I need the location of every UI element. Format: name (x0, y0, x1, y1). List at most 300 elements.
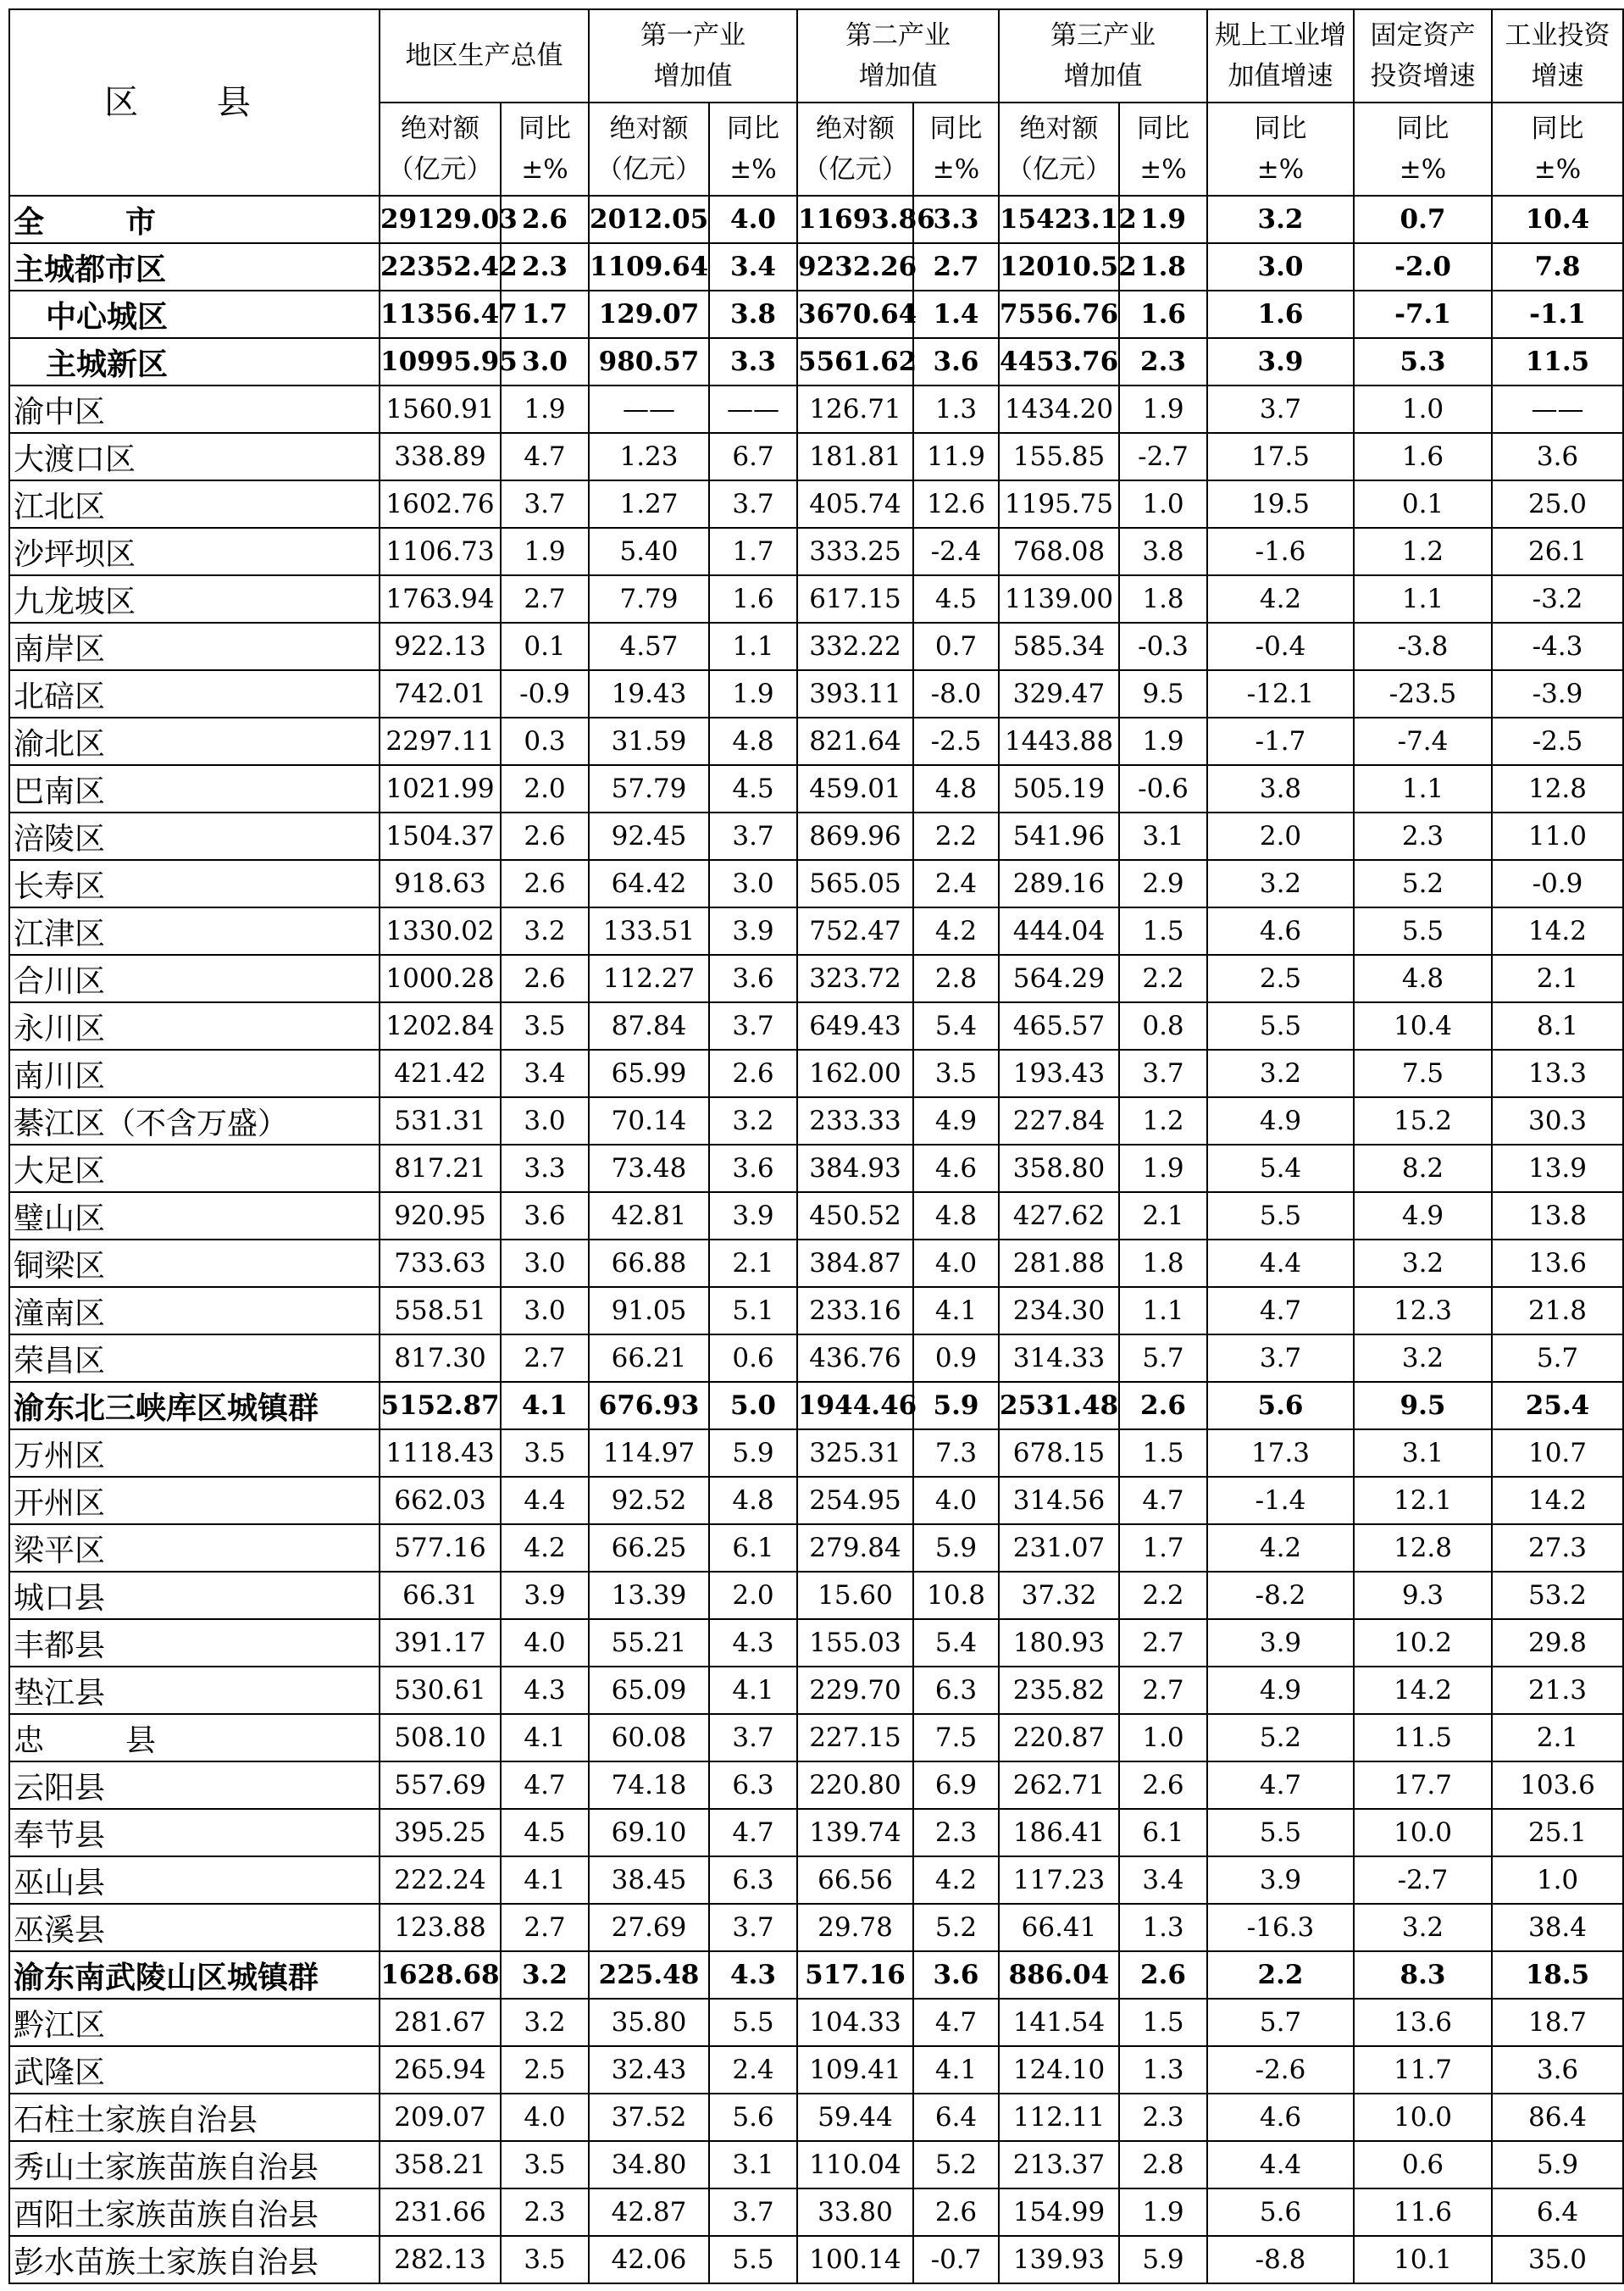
value-cell: 662.03 (380, 1477, 501, 1524)
value-cell: 1.6 (1119, 291, 1207, 338)
fixed-asset-header (1354, 9, 1492, 103)
value-cell: 5.9 (913, 1524, 999, 1572)
value-cell: 2.7 (501, 1904, 589, 1951)
value-cell: 7.5 (1354, 1050, 1492, 1097)
value-cell: 3.4 (501, 1050, 589, 1097)
value-cell: 3.9 (1207, 1619, 1354, 1667)
value-cell: 4.2 (913, 1856, 999, 1904)
value-cell: -0.3 (1119, 623, 1207, 670)
value-cell: 1.9 (501, 528, 589, 575)
value-cell: 18.7 (1492, 1999, 1623, 2046)
primary-header (589, 9, 797, 103)
district-name-cell: 垫江县 (9, 1667, 380, 1714)
yoy-header (1119, 103, 1207, 196)
value-cell: 2.2 (913, 813, 999, 860)
value-cell: 391.17 (380, 1619, 501, 1667)
value-cell: 3.2 (501, 1951, 589, 1999)
value-cell: 4.4 (501, 1477, 589, 1524)
value-cell: 66.25 (589, 1524, 709, 1572)
abs-header (380, 103, 501, 196)
value-cell: 225.48 (589, 1951, 709, 1999)
value-cell: 4.8 (709, 718, 797, 765)
value-cell: 3.8 (1119, 528, 1207, 575)
value-cell: 22352.42 (380, 243, 501, 291)
value-cell: 3.2 (501, 907, 589, 955)
district-name-cell: 北碚区 (9, 670, 380, 718)
value-cell: 2.9 (1119, 860, 1207, 907)
gdp-header-text: 地区生产总值 (405, 41, 563, 71)
value-cell: 13.6 (1492, 1240, 1623, 1287)
value-cell: 3.5 (501, 2236, 589, 2283)
value-cell: 57.79 (589, 765, 709, 813)
value-cell: 4.9 (1207, 1667, 1354, 1714)
yoy-header-text: 同比 ±% (1137, 114, 1189, 185)
value-cell: 577.16 (380, 1524, 501, 1572)
value-cell: 7.5 (913, 1714, 999, 1761)
district-name-cell: 主城新区 (9, 338, 380, 386)
value-cell: 11.6 (1354, 2188, 1492, 2236)
value-cell: 10.0 (1354, 1809, 1492, 1856)
value-cell: 2.0 (1207, 813, 1354, 860)
district-name-cell: 铜梁区 (9, 1240, 380, 1287)
value-cell: 5.5 (709, 1999, 797, 2046)
value-cell: 6.3 (709, 1856, 797, 1904)
value-cell: 4.0 (913, 1240, 999, 1287)
value-cell: 1.3 (913, 386, 999, 433)
value-cell: 5.2 (913, 1904, 999, 1951)
value-cell: 14.2 (1354, 1667, 1492, 1714)
value-cell: 1000.28 (380, 955, 501, 1002)
value-cell: 1021.99 (380, 765, 501, 813)
value-cell: 444.04 (999, 907, 1119, 955)
value-cell: 3.1 (1354, 1429, 1492, 1477)
value-cell: 3.8 (709, 291, 797, 338)
value-cell: 7.3 (913, 1429, 999, 1477)
district-name-cell: 九龙坡区 (9, 575, 380, 623)
value-cell: 117.23 (999, 1856, 1119, 1904)
value-cell: 8.1 (1492, 1002, 1623, 1050)
value-cell: 2.6 (501, 955, 589, 1002)
value-cell: 103.6 (1492, 1761, 1623, 1809)
value-cell: 3.7 (709, 2188, 797, 2236)
value-cell: 2.3 (1119, 338, 1207, 386)
value-cell: 4453.76 (999, 338, 1119, 386)
value-cell: 3.6 (1492, 2046, 1623, 2094)
value-cell: 1.3 (1119, 1904, 1207, 1951)
value-cell: -8.8 (1207, 2236, 1354, 2283)
value-cell: 10.4 (1354, 1002, 1492, 1050)
value-cell: 5.0 (709, 1382, 797, 1429)
value-cell: 64.42 (589, 860, 709, 907)
value-cell: 4.8 (913, 765, 999, 813)
value-cell: 37.52 (589, 2094, 709, 2141)
district-name-cell: 忠 县 (9, 1714, 380, 1761)
table-row (9, 1619, 1623, 1667)
value-cell: 314.56 (999, 1477, 1119, 1524)
table-row (9, 1334, 1623, 1382)
value-cell: 60.08 (589, 1714, 709, 1761)
value-cell: 279.84 (797, 1524, 913, 1572)
value-cell: 3.9 (709, 1192, 797, 1240)
value-cell: 530.61 (380, 1667, 501, 1714)
value-cell: -0.9 (1492, 860, 1623, 907)
value-cell: 66.41 (999, 1904, 1119, 1951)
value-cell: 2.4 (709, 2046, 797, 2094)
table-row (9, 480, 1623, 528)
value-cell: 11.9 (913, 433, 999, 480)
value-cell: 2.3 (501, 243, 589, 291)
value-cell: 4.1 (501, 1856, 589, 1904)
value-cell: 1.1 (1354, 765, 1492, 813)
value-cell: 0.9 (913, 1334, 999, 1382)
value-cell: 752.47 (797, 907, 913, 955)
value-cell: 325.31 (797, 1429, 913, 1477)
value-cell: 678.15 (999, 1429, 1119, 1477)
district-name-cell: 酉阳土家族苗族自治县 (9, 2188, 380, 2236)
value-cell: 2.1 (1492, 955, 1623, 1002)
value-cell: 3.6 (913, 338, 999, 386)
value-cell: 3.6 (709, 1145, 797, 1192)
tertiary-header-text: 第三产业 增加值 (1050, 20, 1156, 92)
value-cell: 4.0 (913, 1477, 999, 1524)
value-cell: 5.5 (1354, 907, 1492, 955)
value-cell: 2531.48 (999, 1382, 1119, 1429)
value-cell: 1602.76 (380, 480, 501, 528)
value-cell: 7556.76 (999, 291, 1119, 338)
value-cell: 4.7 (709, 1809, 797, 1856)
value-cell: 508.10 (380, 1714, 501, 1761)
value-cell: 3.2 (501, 1999, 589, 2046)
value-cell: 1.0 (1492, 1856, 1623, 1904)
value-cell: 5152.87 (380, 1382, 501, 1429)
table-row (9, 243, 1623, 291)
value-cell: 5.7 (1492, 1334, 1623, 1382)
table-row (9, 1192, 1623, 1240)
table-row (9, 1429, 1623, 1477)
value-cell: 3.7 (709, 1904, 797, 1951)
value-cell: 12.6 (913, 480, 999, 528)
value-cell: 1.7 (501, 291, 589, 338)
table-row (9, 955, 1623, 1002)
value-cell: 92.52 (589, 1477, 709, 1524)
district-name-cell: 开州区 (9, 1477, 380, 1524)
value-cell: 4.7 (501, 1761, 589, 1809)
value-cell: 1118.43 (380, 1429, 501, 1477)
value-cell: 6.7 (709, 433, 797, 480)
district-name-cell: 长寿区 (9, 860, 380, 907)
value-cell: 3.7 (501, 480, 589, 528)
value-cell: 114.97 (589, 1429, 709, 1477)
table-row (9, 1240, 1623, 1287)
value-cell: 2.6 (1119, 1761, 1207, 1809)
value-cell: 25.0 (1492, 480, 1623, 528)
value-cell: 229.70 (797, 1667, 913, 1714)
value-cell: 1330.02 (380, 907, 501, 955)
value-cell: 2.1 (1119, 1192, 1207, 1240)
value-cell: 21.8 (1492, 1287, 1623, 1334)
value-cell: 110.04 (797, 2141, 913, 2188)
value-cell: 4.8 (913, 1192, 999, 1240)
value-cell: 3.2 (1207, 860, 1354, 907)
table-row (9, 575, 1623, 623)
value-cell: 1.1 (1354, 575, 1492, 623)
value-cell: 980.57 (589, 338, 709, 386)
district-name-cell: 奉节县 (9, 1809, 380, 1856)
industry-growth-header-text: 规上工业增 加值增速 (1215, 20, 1346, 92)
value-cell: 220.87 (999, 1714, 1119, 1761)
value-cell: 33.80 (797, 2188, 913, 2236)
value-cell: 42.81 (589, 1192, 709, 1240)
value-cell: 2.5 (1207, 955, 1354, 1002)
value-cell: 262.71 (999, 1761, 1119, 1809)
value-cell: 66.31 (380, 1572, 501, 1619)
value-cell: 4.6 (913, 1145, 999, 1192)
value-cell: 162.00 (797, 1050, 913, 1097)
secondary-header-text: 第二产业 增加值 (845, 20, 951, 92)
value-cell: 384.87 (797, 1240, 913, 1287)
value-cell: -1.6 (1207, 528, 1354, 575)
district-name-cell: 主城都市区 (9, 243, 380, 291)
value-cell: 14.2 (1492, 907, 1623, 955)
table-row (9, 1999, 1623, 2046)
value-cell: -1.1 (1492, 291, 1623, 338)
value-cell: 2.3 (501, 2188, 589, 2236)
value-cell: 66.56 (797, 1856, 913, 1904)
district-name-cell: 沙坪坝区 (9, 528, 380, 575)
value-cell: 0.7 (913, 623, 999, 670)
value-cell: 358.21 (380, 2141, 501, 2188)
value-cell: 233.33 (797, 1097, 913, 1145)
table-row (9, 1477, 1623, 1524)
value-cell: 15.2 (1354, 1097, 1492, 1145)
value-cell: 742.01 (380, 670, 501, 718)
yoy-header-text: 同比 ±% (1254, 114, 1307, 185)
value-cell: 4.4 (1207, 2141, 1354, 2188)
value-cell: 53.2 (1492, 1572, 1623, 1619)
value-cell: 5.7 (1119, 1334, 1207, 1382)
value-cell: 13.9 (1492, 1145, 1623, 1192)
value-cell: 3.4 (709, 243, 797, 291)
value-cell: 4.4 (1207, 1240, 1354, 1287)
value-cell: 11356.47 (380, 291, 501, 338)
district-name-cell: 江津区 (9, 907, 380, 955)
value-cell: 29.8 (1492, 1619, 1623, 1667)
value-cell: -0.4 (1207, 623, 1354, 670)
value-cell: -8.0 (913, 670, 999, 718)
table-row (9, 1002, 1623, 1050)
value-cell: 42.06 (589, 2236, 709, 2283)
value-cell: 2.0 (501, 765, 589, 813)
value-cell: 3.2 (1207, 1050, 1354, 1097)
value-cell: 768.08 (999, 528, 1119, 575)
value-cell: 886.04 (999, 1951, 1119, 1999)
value-cell: 1.0 (1354, 386, 1492, 433)
district-name-cell: 南川区 (9, 1050, 380, 1097)
value-cell: 6.1 (709, 1524, 797, 1572)
value-cell: 6.3 (709, 1761, 797, 1809)
value-cell: 4.5 (913, 575, 999, 623)
value-cell: 323.72 (797, 955, 913, 1002)
value-cell: 4.5 (709, 765, 797, 813)
value-cell: 29.78 (797, 1904, 913, 1951)
value-cell: —— (1492, 386, 1623, 433)
value-cell: 15423.12 (999, 196, 1119, 243)
value-cell: 2.2 (1207, 1951, 1354, 1999)
value-cell: 74.18 (589, 1761, 709, 1809)
value-cell: 5.9 (913, 1382, 999, 1429)
value-cell: 922.13 (380, 623, 501, 670)
value-cell: 3.2 (1354, 1334, 1492, 1382)
value-cell: 38.4 (1492, 1904, 1623, 1951)
value-cell: 3.9 (501, 1572, 589, 1619)
value-cell: 133.51 (589, 907, 709, 955)
value-cell: 558.51 (380, 1287, 501, 1334)
table-row (9, 860, 1623, 907)
value-cell: 213.37 (999, 2141, 1119, 2188)
table-row (9, 813, 1623, 860)
value-cell: 38.45 (589, 1856, 709, 1904)
value-cell: -2.7 (1354, 1856, 1492, 1904)
value-cell: 3.1 (709, 2141, 797, 2188)
value-cell: 1560.91 (380, 386, 501, 433)
value-cell: 12010.52 (999, 243, 1119, 291)
value-cell: 3.8 (1207, 765, 1354, 813)
value-cell: 1504.37 (380, 813, 501, 860)
value-cell: 465.57 (999, 1002, 1119, 1050)
value-cell: 5.40 (589, 528, 709, 575)
value-cell: 4.9 (1207, 1097, 1354, 1145)
district-column-header: 区 县 (9, 9, 380, 196)
value-cell: 59.44 (797, 2094, 913, 2141)
value-cell: -8.2 (1207, 1572, 1354, 1619)
value-cell: 6.4 (1492, 2188, 1623, 2236)
district-name-cell: 巴南区 (9, 765, 380, 813)
table-row (9, 1856, 1623, 1904)
yoy-header (913, 103, 999, 196)
value-cell: 1.1 (709, 623, 797, 670)
value-cell: 3.2 (1207, 196, 1354, 243)
value-cell: -2.6 (1207, 2046, 1354, 2094)
value-cell: 12.8 (1354, 1524, 1492, 1572)
value-cell: 11.7 (1354, 2046, 1492, 2094)
district-name-cell: 巫溪县 (9, 1904, 380, 1951)
district-name-cell: 万州区 (9, 1429, 380, 1477)
value-cell: 4.2 (913, 907, 999, 955)
value-cell: 565.05 (797, 860, 913, 907)
value-cell: 155.03 (797, 1619, 913, 1667)
value-cell: 1.8 (1119, 575, 1207, 623)
value-cell: 254.95 (797, 1477, 913, 1524)
value-cell: 37.32 (999, 1572, 1119, 1619)
district-name-cell: 云阳县 (9, 1761, 380, 1809)
value-cell: 222.24 (380, 1856, 501, 1904)
value-cell: 557.69 (380, 1761, 501, 1809)
value-cell: 869.96 (797, 813, 913, 860)
value-cell: 3.3 (913, 196, 999, 243)
value-cell: 4.57 (589, 623, 709, 670)
value-cell: 154.99 (999, 2188, 1119, 2236)
value-cell: 5.5 (1207, 1002, 1354, 1050)
value-cell: 1.2 (1354, 528, 1492, 575)
header-row-groups (9, 9, 1623, 103)
value-cell: 4.1 (501, 1382, 589, 1429)
value-cell: 8.3 (1354, 1951, 1492, 1999)
value-cell: 2.8 (913, 955, 999, 1002)
table-row (9, 1097, 1623, 1145)
value-cell: 3.3 (709, 338, 797, 386)
value-cell: 19.43 (589, 670, 709, 718)
value-cell: 14.2 (1492, 1477, 1623, 1524)
value-cell: 66.88 (589, 1240, 709, 1287)
value-cell: 92.45 (589, 813, 709, 860)
value-cell: 2.1 (1492, 1714, 1623, 1761)
value-cell: 4.0 (501, 2094, 589, 2141)
table-row (9, 670, 1623, 718)
value-cell: 4.2 (1207, 575, 1354, 623)
value-cell: -7.1 (1354, 291, 1492, 338)
value-cell: —— (589, 386, 709, 433)
value-cell: 25.4 (1492, 1382, 1623, 1429)
value-cell: 5.4 (913, 1002, 999, 1050)
value-cell: 227.15 (797, 1714, 913, 1761)
industrial-investment-header-text: 工业投资 增速 (1505, 20, 1610, 92)
value-cell: 231.07 (999, 1524, 1119, 1572)
value-cell: 3.7 (1119, 1050, 1207, 1097)
value-cell: -16.3 (1207, 1904, 1354, 1951)
abs-header (999, 103, 1119, 196)
value-cell: 332.22 (797, 623, 913, 670)
district-name-cell: 渝北区 (9, 718, 380, 765)
value-cell: 2.7 (913, 243, 999, 291)
value-cell: 2.2 (1119, 1572, 1207, 1619)
value-cell: 1139.00 (999, 575, 1119, 623)
value-cell: 6.1 (1119, 1809, 1207, 1856)
value-cell: 1.27 (589, 480, 709, 528)
value-cell: 338.89 (380, 433, 501, 480)
district-name-cell: 璧山区 (9, 1192, 380, 1240)
value-cell: 3.5 (913, 1050, 999, 1097)
value-cell: 2.5 (501, 2046, 589, 2094)
table-row (9, 338, 1623, 386)
value-cell: 1.5 (1119, 1999, 1207, 2046)
value-cell: 5.2 (1207, 1714, 1354, 1761)
value-cell: 1.9 (501, 386, 589, 433)
value-cell: 2.0 (709, 1572, 797, 1619)
table-row (9, 2236, 1623, 2283)
value-cell: 3.6 (501, 1192, 589, 1240)
value-cell: 2.7 (1119, 1619, 1207, 1667)
value-cell: 21.3 (1492, 1667, 1623, 1714)
value-cell: 0.1 (1354, 480, 1492, 528)
value-cell: 11.5 (1354, 1714, 1492, 1761)
table-row (9, 718, 1623, 765)
value-cell: -1.4 (1207, 1477, 1354, 1524)
value-cell: 12.1 (1354, 1477, 1492, 1524)
value-cell: 3.5 (501, 1002, 589, 1050)
value-cell: 4.9 (1354, 1192, 1492, 1240)
yoy-header-text: 同比 ±% (1396, 114, 1449, 185)
value-cell: 329.47 (999, 670, 1119, 718)
value-cell: 4.1 (501, 1714, 589, 1761)
value-cell: 4.3 (501, 1667, 589, 1714)
value-cell: 918.63 (380, 860, 501, 907)
value-cell: 1.5 (1119, 1429, 1207, 1477)
value-cell: 649.43 (797, 1002, 913, 1050)
value-cell: 282.13 (380, 2236, 501, 2283)
value-cell: 69.10 (589, 1809, 709, 1856)
table-row (9, 196, 1623, 243)
value-cell: 139.93 (999, 2236, 1119, 2283)
